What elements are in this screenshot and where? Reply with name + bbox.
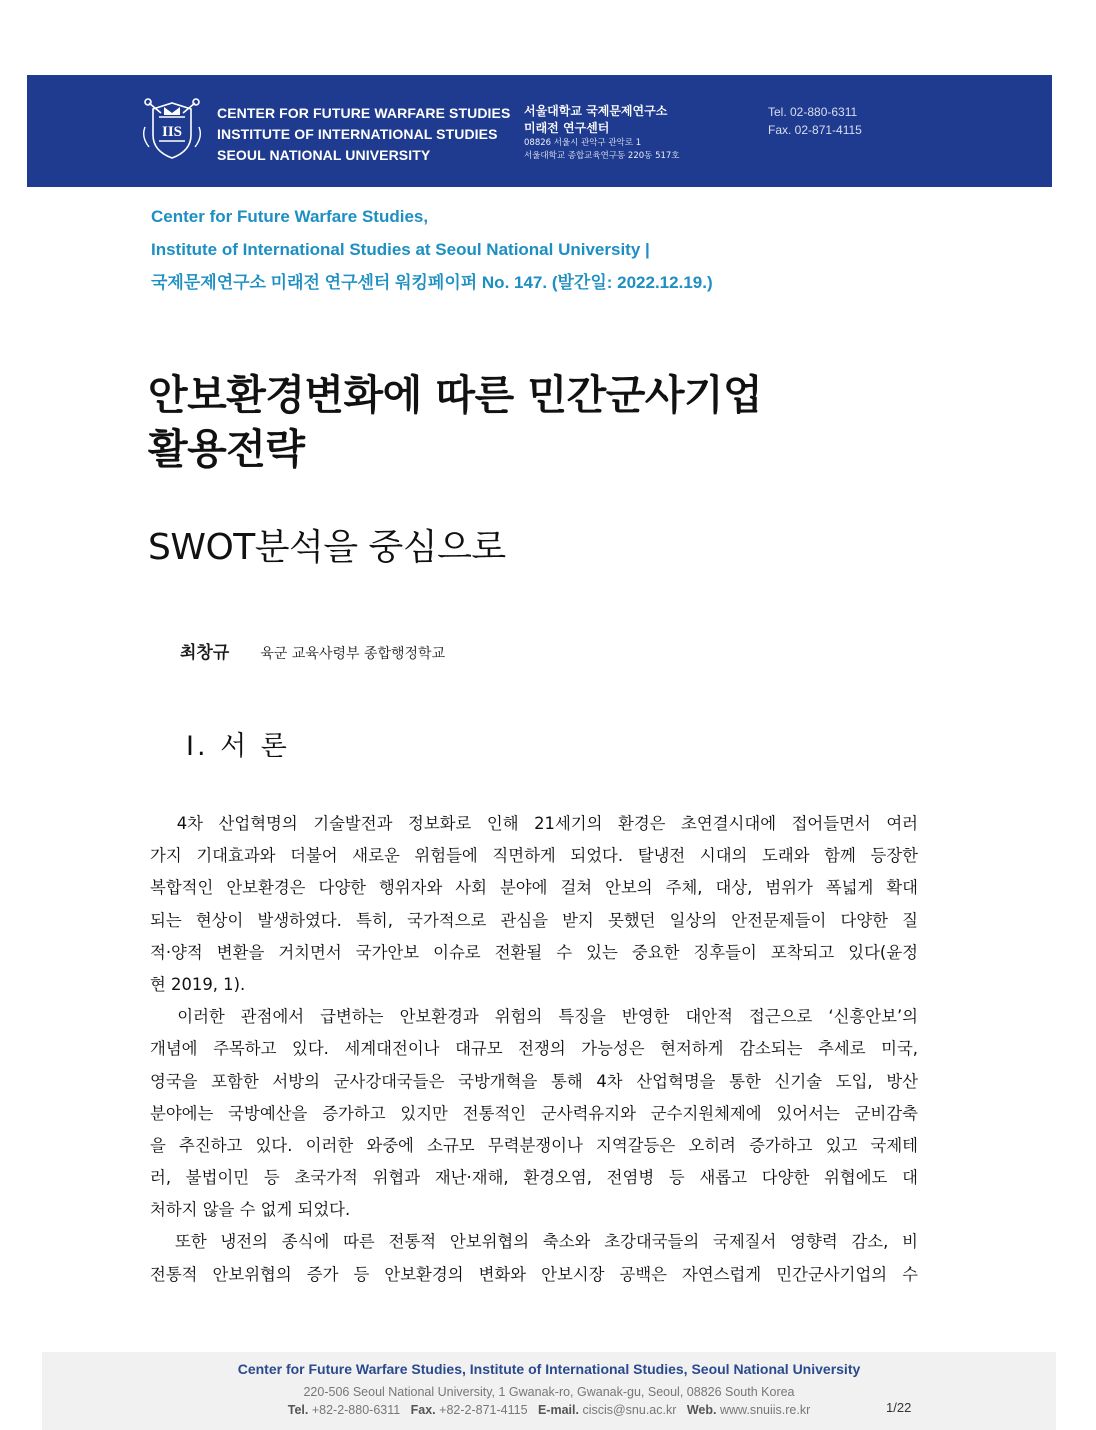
body-line: 복합적인 안보환경은 다양한 행위자와 사회 분야에 걸쳐 안보의 주체, 대상, 범위가 폭넓게 확대 (150, 878, 918, 898)
title-line1: 안보환경변화에 따른 민간군사기업 (148, 371, 763, 419)
page-title (148, 368, 762, 476)
body-line: 가지 기대효과와 더불어 새로운 위험들에 직면하게 되었다. 탈냉전 시대의 도래와 함께 등장한 (150, 846, 918, 866)
footer-tel: +82-2-880-6311 (311, 1403, 401, 1417)
series-line2: Institute of International Studies at Seoul National University | (151, 240, 650, 259)
body-line: 되는 현상이 발생하였다. 특히, 국가적으로 관심을 받지 못했던 일상의 안전문제들이 다양한 질 (150, 910, 918, 930)
footer-fax: +82-2-871-4115 (439, 1403, 528, 1417)
header-kr-addr1: 08826 서울시 관악구 관악로 1 (524, 138, 642, 148)
header-en-line2: INSTITUTE OF INTERNATIONAL STUDIES (217, 126, 498, 142)
body-line: 을 추진하고 있다. 이러한 와중에 소규모 무력분쟁이나 지역갈등은 오히려 증가하고 있고 국제테 (150, 1135, 918, 1155)
footer-email-label: E-mail. (537, 1403, 579, 1417)
body-line: 개념에 주목하고 있다. 세계대전이나 대규모 전쟁의 가능성은 현저하게 감소되는 추세로 미국, (150, 1039, 918, 1059)
footer-email[interactable]: ciscis@snu.ac.kr (582, 1403, 677, 1417)
body-line: 전통적 안보위협의 증가 등 안보환경의 변화와 안보시장 공백은 자연스럽게 민간군사기업의 수 (150, 1264, 918, 1284)
page-subtitle: SWOT분석을 중심으로 (148, 527, 506, 568)
body-line: 영국을 포함한 서방의 군사강대국들은 국방개혁을 통해 4차 산업혁명을 통한 신기술 도입, 방산 (150, 1071, 918, 1091)
author-name: 최창규 (180, 643, 230, 663)
section-heading: Ⅰ. 서 론 (186, 731, 290, 762)
svg-text:IIS: IIS (161, 124, 183, 140)
series-line1: Center for Future Warfare Studies, (151, 207, 429, 226)
series-line3: 국제문제연구소 미래전 연구센터 워킹페이퍼 No. 147. (발간일: 2022.12.19.) (151, 273, 713, 292)
body-line: 분야에는 국방예산을 증가하고 있지만 전통적인 군사력유지와 군수지원체제에 있어서는 군비감축 (150, 1103, 918, 1123)
footer-address: 220-506 Seoul National University, 1 Gwanak-ro, Gwanak-gu, Seoul, 08826 South Korea (303, 1385, 795, 1399)
body-text (150, 808, 918, 1291)
header-english-name (217, 103, 510, 166)
footer-org-name: Center for Future Warfare Studies, Institute of International Studies, Seoul National University (237, 1361, 861, 1377)
body-line: 적·양적 변환을 거치면서 국가안보 이슈로 전환될 수 있는 중요한 징후들이 포착되고 있다(윤정 (150, 942, 918, 962)
author-affiliation: 육군 교육사령부 종합행정학교 (260, 646, 446, 662)
header-kr-line2: 미래전 연구센터 (524, 121, 610, 135)
footer-tel-label: Tel. (287, 1403, 309, 1417)
body-line: 이러한 관점에서 급변하는 안보환경과 위험의 특징을 반영한 대안적 접근으로 ‘신흥안보’의 (150, 1007, 918, 1027)
header-fax: Fax. 02-871-4115 (768, 123, 862, 137)
page-footer (42, 1352, 1056, 1430)
iis-emblem-logo (139, 97, 205, 163)
footer-web[interactable]: www.snuiis.re.kr (719, 1403, 811, 1417)
header-korean-name (524, 103, 680, 163)
body-line: 처하지 않을 수 없게 되었다. (150, 1200, 351, 1220)
header-kr-line1: 서울대학교 국제문제연구소 (524, 104, 668, 118)
body-line: 또한 냉전의 종식에 따른 전통적 안보위협의 축소와 초강대국들의 국제질서 영향력 감소, 비 (150, 1232, 918, 1252)
header-tel: Tel. 02-880-6311 (768, 105, 858, 119)
header-band (27, 75, 1052, 187)
footer-fax-label: Fax. (410, 1403, 436, 1417)
author-line (180, 640, 445, 667)
header-contact (768, 103, 862, 139)
body-line: 현 2019, 1). (150, 974, 246, 994)
page-number: 1/22 (886, 1400, 912, 1415)
body-line: 러, 불법이민 등 초국가적 위협과 재난·재해, 환경오염, 전염병 등 새롭고 다양한 위협에도 대 (150, 1168, 918, 1188)
header-en-line3: SEOUL NATIONAL UNIVERSITY (217, 147, 431, 163)
header-en-line1: CENTER FOR FUTURE WARFARE STUDIES (217, 105, 511, 121)
body-line: 4차 산업혁명의 기술발전과 정보화로 인해 21세기의 환경은 초연결시대에 접어들면서 여러 (150, 814, 918, 833)
title-line2: 활용전략 (148, 425, 305, 473)
footer-web-label: Web. (686, 1403, 717, 1417)
header-kr-addr2: 서울대학교 종합교육연구동 220동 517호 (524, 151, 680, 161)
series-info (151, 200, 713, 299)
